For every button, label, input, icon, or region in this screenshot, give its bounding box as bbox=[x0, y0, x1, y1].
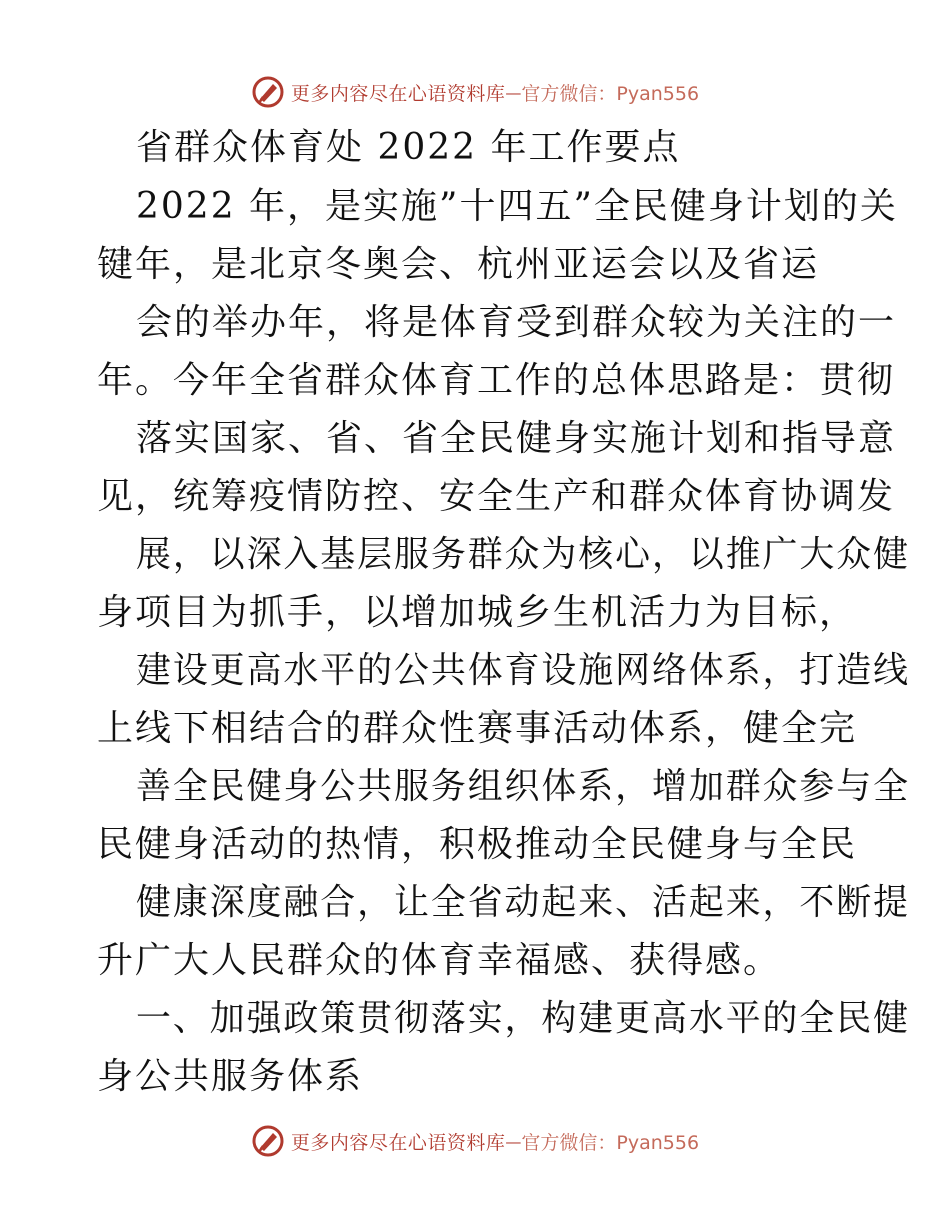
banner-wechat: 官方微信：Pyan556 bbox=[521, 82, 700, 105]
paragraph-line: 建设更高水平的公共体育设施网络体系，打造线 bbox=[136, 650, 910, 691]
paragraph-line: 升广大人民群众的体育幸福感、获得感。 bbox=[97, 940, 782, 981]
paragraph-line: 健康深度融合，让全省动起来、活起来，不断提 bbox=[136, 882, 910, 923]
banner-wechat: 官方微信：Pyan556 bbox=[521, 1131, 700, 1154]
section-heading-continued: 身公共服务体系 bbox=[97, 1056, 364, 1097]
paragraph-line: 身项目为抓手，以增加城乡生机活力为目标， bbox=[97, 592, 858, 633]
banner-slogan: 更多内容尽在心语资料库 bbox=[290, 82, 506, 105]
banner-separator: — bbox=[505, 82, 522, 102]
paragraph-line: 落实国家、省、省全民健身实施计划和指导意 bbox=[136, 418, 897, 459]
paragraph-line: 键年，是北京冬奥会、杭州亚运会以及省运 bbox=[97, 244, 820, 285]
paragraph-line: 见，统筹疫情防控、安全生产和群众体育协调发 bbox=[97, 476, 896, 517]
paragraph-line: 民健身活动的热情，积极推动全民健身与全民 bbox=[97, 824, 858, 865]
paragraph-line: 善全民健身公共服务组织体系，增加群众参与全 bbox=[136, 766, 910, 807]
paragraph-line: 2022 年，是实施”十四五”全民健身计划的关 bbox=[136, 186, 898, 227]
paragraph-line: 会的举办年，将是体育受到群众较为关注的一 bbox=[136, 302, 897, 343]
paragraph-line: 年。今年全省群众体育工作的总体思路是：贯彻 bbox=[97, 360, 896, 401]
paragraph-line: 展，以深入基层服务群众为核心，以推广大众健 bbox=[136, 534, 910, 575]
footer-watermark-banner bbox=[0, 1121, 950, 1161]
banner-slogan: 更多内容尽在心语资料库 bbox=[290, 1131, 506, 1154]
logo-icon bbox=[251, 1124, 285, 1158]
paragraph-line: 上线下相结合的群众性赛事活动体系，健全完 bbox=[97, 708, 858, 749]
section-heading: 一、加强政策贯彻落实，构建更高水平的全民健 bbox=[136, 998, 910, 1039]
banner-separator: — bbox=[505, 1131, 522, 1151]
document-title: 省群众体育处 2022 年工作要点 bbox=[136, 127, 681, 168]
